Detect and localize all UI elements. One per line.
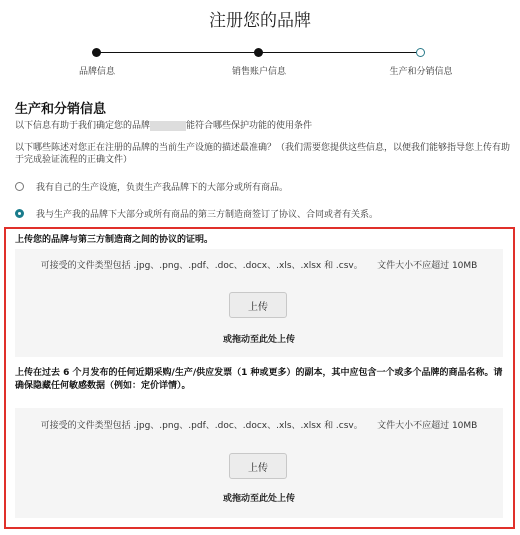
upload-button[interactable]: 上传 bbox=[229, 453, 287, 479]
upload-button[interactable]: 上传 bbox=[229, 292, 287, 318]
upload-agreement-title: 上传您的品牌与第三方制造商之间的协议的证明。 bbox=[15, 235, 214, 245]
drag-drop-hint: 或拖动至此处上传 bbox=[222, 494, 295, 504]
step-dot-complete bbox=[92, 48, 101, 57]
radio-button[interactable] bbox=[15, 182, 24, 191]
size-limit-text: 文件大小不应超过 10MB bbox=[377, 421, 478, 431]
upload-dropzone-agreement[interactable] bbox=[15, 249, 503, 357]
drag-drop-hint: 或拖动至此处上传 bbox=[222, 335, 295, 345]
file-types-info bbox=[15, 258, 503, 271]
redacted-brand-name bbox=[150, 121, 186, 131]
stepper-line bbox=[97, 52, 259, 53]
option-label: 我有自己的生产设施，负责生产我品牌下的大部分或所有商品。 bbox=[36, 183, 289, 193]
option-third-party-manufacturer[interactable] bbox=[15, 207, 378, 220]
page-title: 注册您的品牌 bbox=[209, 11, 311, 31]
file-types-text: 可接受的文件类型包括 .jpg、.png、.pdf、.doc、.docx、.xls、.xlsx 和 .csv。 bbox=[40, 261, 363, 271]
option-own-facility[interactable] bbox=[15, 180, 288, 193]
stepper-line bbox=[259, 52, 421, 53]
description-text: 能符合哪些保护功能的使用条件 bbox=[186, 121, 313, 131]
file-types-text: 可接受的文件类型包括 .jpg、.png、.pdf、.doc、.docx、.xls、.xlsx 和 .csv。 bbox=[40, 421, 363, 431]
facility-question: 以下哪些陈述对您正在注册的品牌的当前生产设施的描述最准确？（我们需要您提供这些信息，以便我们能够指导您上传有助于完成验证流程的正确文件） bbox=[15, 143, 511, 165]
step-label-manufacturing: 生产和分销信息 bbox=[389, 67, 453, 77]
section-description bbox=[15, 118, 312, 131]
upload-invoice-title: 上传在过去 6 个月发布的任何近期采购/生产/供应发票（1 种或更多）的副本，其中应包含一个或多个品牌的商品名称。请确保隐藏任何敏感数据（例如：定价详情）。 bbox=[15, 368, 503, 391]
step-dot-complete bbox=[254, 48, 263, 57]
size-limit-text: 文件大小不应超过 10MB bbox=[377, 261, 478, 271]
step-label-brand-info: 品牌信息 bbox=[78, 67, 116, 77]
upload-dropzone-invoice[interactable] bbox=[15, 408, 503, 518]
file-types-info bbox=[15, 418, 503, 431]
option-label: 我与生产我的品牌下大部分或所有商品的第三方制造商签订了协议、合同或者有关系。 bbox=[36, 210, 379, 220]
radio-button-selected[interactable] bbox=[15, 209, 24, 218]
section-title: 生产和分销信息 bbox=[15, 102, 107, 117]
description-text: 以下信息有助于我们确定您的品牌 bbox=[15, 121, 151, 131]
step-label-seller-account: 销售账户信息 bbox=[231, 67, 287, 77]
step-dot-current bbox=[416, 48, 425, 57]
progress-stepper bbox=[0, 46, 520, 80]
